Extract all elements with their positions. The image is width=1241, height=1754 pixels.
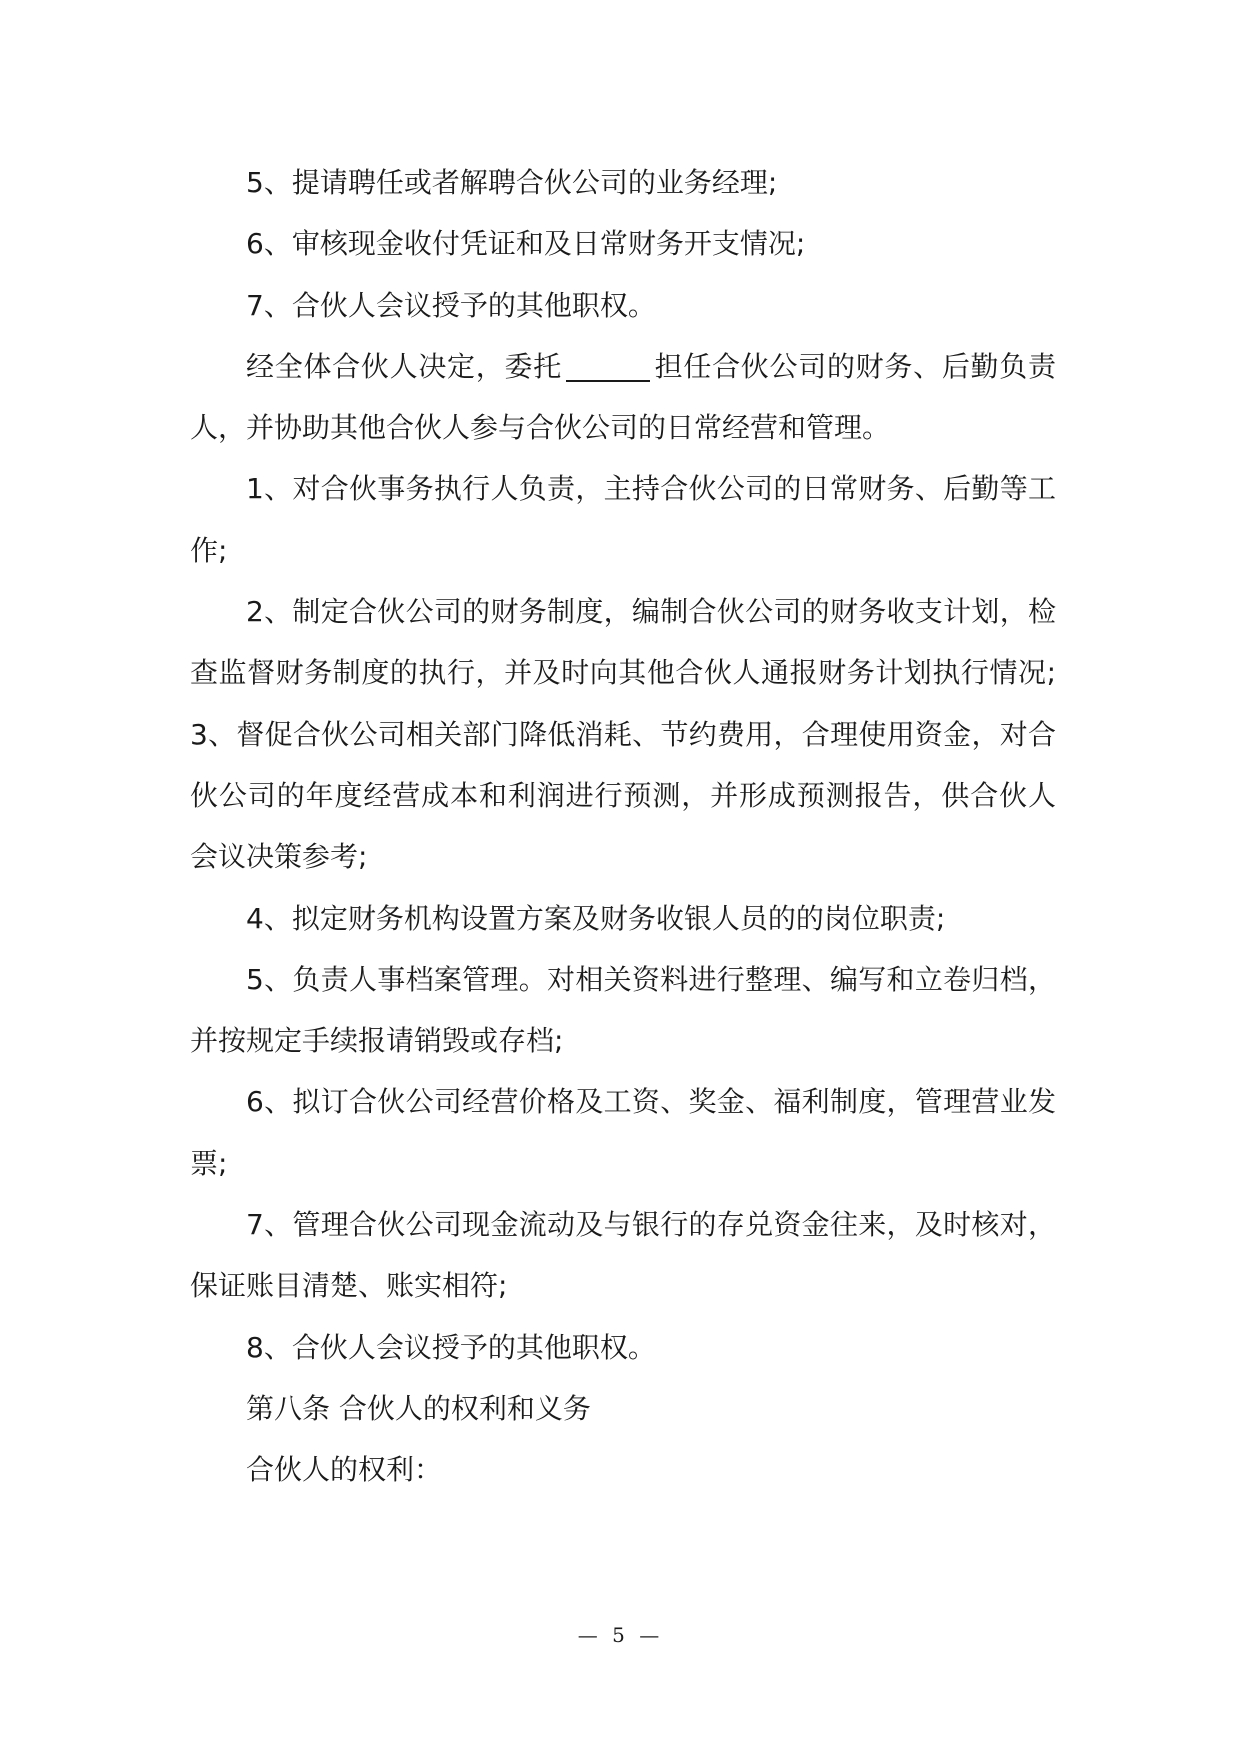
finance-duty-7: 7、管理合伙公司现金流动及与银行的存兑资金往来，及时核对，保证账目清楚、账实相符; bbox=[190, 1208, 1056, 1303]
section-heading-rights: 合伙人的权利： bbox=[246, 1453, 443, 1487]
paragraph-item-7: 7、合伙人会议授予的其他职权。 bbox=[246, 288, 656, 322]
page-number: — 5 — bbox=[577, 1623, 664, 1647]
appointment-rest-text: 担任合伙公司的财务、后勤负责人，并协助其他合伙人参与合伙公司的日常经营和管理。 bbox=[190, 349, 1056, 445]
paragraph-appointment bbox=[190, 336, 1056, 459]
appointment-lead-text: 经全体合伙人决定，委托 bbox=[246, 349, 562, 383]
article-heading: 第八条 合伙人的权利和义务 bbox=[246, 1391, 591, 1425]
name-blank-line bbox=[566, 352, 650, 382]
finance-duty-1: 1、对合伙事务执行人负责，主持合伙公司的日常财务、后勤等工作; bbox=[190, 472, 1056, 567]
paragraph-item-6: 6、审核现金收付凭证和及日常财务开支情况; bbox=[246, 227, 806, 261]
finance-duty-2-3: 2、制定合伙公司的财务制度，编制合伙公司的财务收支计划，检查监督财务制度的执行，并及时向其他合伙人通报财务计划执行情况; 3、督促合伙公司相关部门降低消耗、节约费用，合理使用资金，对合伙公司的年度经营成本和利润进行预测，并形成预测报告，供合伙人会议决策参考; bbox=[190, 595, 1056, 874]
paragraph-item-5: 5、提请聘任或者解聘合伙公司的业务经理; bbox=[246, 166, 778, 199]
finance-duty-4: 4、拟定财务机构设置方案及财务收银人员的的岗位职责; bbox=[246, 901, 946, 935]
finance-duty-6: 6、拟订合伙公司经营价格及工资、奖金、福利制度，管理营业发票; bbox=[190, 1085, 1056, 1180]
finance-duty-8: 8、合伙人会议授予的其他职权。 bbox=[246, 1330, 656, 1364]
finance-duty-5: 5、负责人事档案管理。对相关资料进行整理、编写和立卷归档，并按规定手续报请销毁或存档; bbox=[190, 962, 1056, 1058]
document-body bbox=[190, 152, 1056, 1501]
